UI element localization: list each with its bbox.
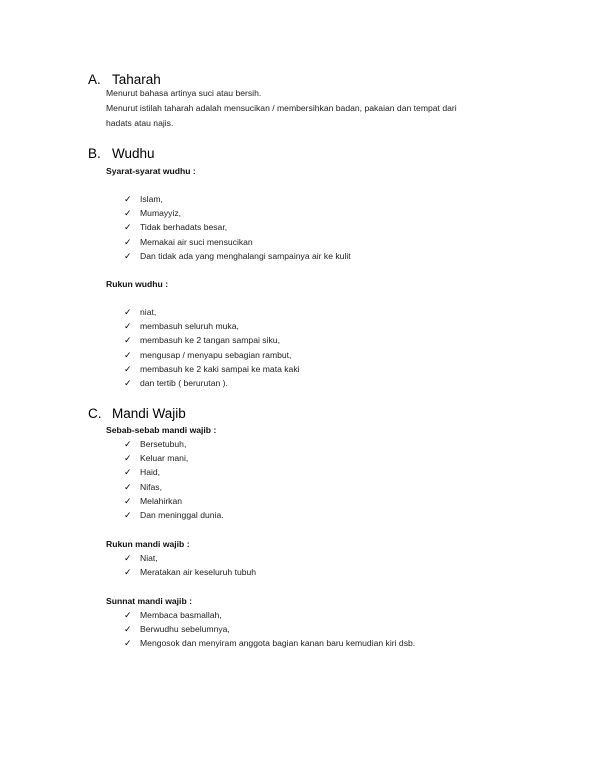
section-a-line: Menurut istilah taharah adalah mensucikan / membersihkan badan, pakaian dan tempat dari [106, 103, 457, 113]
list-item: ✓ Melahirkan [124, 494, 224, 508]
list-item: ✓ Meratakan air keseluruh tubuh [124, 565, 256, 579]
list-item: ✓ membasuh ke 2 tangan sampai siku, [124, 333, 300, 347]
section-a-line: Menurut bahasa artinya suci atau bersih. [106, 88, 262, 98]
section-b-title: Wudhu [112, 146, 155, 161]
list-item: ✓ mengusap / menyapu sebagian rambut, [124, 348, 300, 362]
check-icon: ✓ [124, 495, 132, 506]
list-item: ✓ Tidak berhadats besar, [124, 220, 351, 234]
list-item: ✓ Nifas, [124, 480, 224, 494]
list-item: ✓ Mengosok dan menyiram anggota bagian kanan baru kemudian kiri dsb. [124, 636, 415, 650]
sebab-mandi-heading: Sebab-sebab mandi wajib : [106, 425, 217, 435]
syarat-wudhu-list [124, 192, 351, 263]
check-icon: ✓ [124, 553, 132, 563]
check-icon: ✓ [124, 335, 132, 346]
section-b-heading [88, 146, 155, 161]
section-c-title: Mandi Wajib [112, 406, 186, 421]
list-item: ✓ Dan tidak ada yang menghalangi sampainya air ke kulit [124, 249, 351, 263]
list-item: ✓ Bersetubuh, [124, 437, 224, 451]
section-a-text [106, 86, 536, 131]
list-item: ✓ Islam, [124, 192, 351, 206]
check-icon: ✓ [124, 610, 132, 620]
section-a-heading [88, 72, 161, 87]
list-item: ✓ dan tertib ( berurutan ). [124, 376, 300, 390]
section-c-heading [88, 406, 186, 421]
section-a-letter: A. [88, 72, 101, 87]
check-icon: ✓ [124, 349, 132, 360]
sunnat-mandi-heading: Sunnat mandi wajib : [106, 596, 192, 606]
check-icon: ✓ [124, 363, 132, 374]
check-icon: ✓ [124, 509, 132, 520]
list-item: ✓ Memakai air suci mensucikan [124, 235, 351, 249]
check-icon: ✓ [124, 453, 132, 464]
section-c-letter: C. [88, 406, 102, 421]
check-icon: ✓ [124, 439, 132, 449]
list-item: ✓ Dan meninggal dunia. [124, 508, 224, 522]
section-a-line: hadats atau najis. [106, 118, 174, 128]
check-icon: ✓ [124, 377, 132, 388]
rukun-mandi-list [124, 551, 256, 579]
list-item: ✓ Mumayyiz, [124, 206, 351, 220]
list-item: ✓ Membaca basmallah, [124, 608, 415, 622]
list-item: ✓ membasuh ke 2 kaki sampai ke mata kaki [124, 362, 300, 376]
check-icon: ✓ [124, 467, 132, 478]
list-item: ✓ Niat, [124, 551, 256, 565]
sebab-mandi-list [124, 437, 224, 522]
list-item: ✓ membasuh seluruh muka, [124, 319, 300, 333]
check-icon: ✓ [124, 638, 132, 649]
check-icon: ✓ [124, 194, 132, 204]
list-item: ✓ Haid, [124, 465, 224, 479]
check-icon: ✓ [124, 307, 132, 317]
check-icon: ✓ [124, 236, 132, 247]
check-icon: ✓ [124, 208, 132, 219]
list-item: ✓ Keluar mani, [124, 451, 224, 465]
sunnat-mandi-list [124, 608, 415, 651]
check-icon: ✓ [124, 481, 132, 492]
check-icon: ✓ [124, 222, 132, 233]
rukun-wudhu-heading: Rukun wudhu : [106, 279, 169, 289]
section-b-letter: B. [88, 146, 101, 161]
list-item: ✓ Berwudhu sebelumnya, [124, 622, 415, 636]
check-icon: ✓ [124, 321, 132, 332]
check-icon: ✓ [124, 624, 132, 635]
section-a-title: Taharah [112, 72, 161, 87]
rukun-mandi-heading: Rukun mandi wajib : [106, 539, 190, 549]
list-item: ✓ niat, [124, 305, 300, 319]
check-icon: ✓ [124, 567, 132, 578]
rukun-wudhu-list [124, 305, 300, 390]
check-icon: ✓ [124, 250, 132, 261]
syarat-wudhu-heading: Syarat-syarat wudhu : [106, 166, 196, 176]
